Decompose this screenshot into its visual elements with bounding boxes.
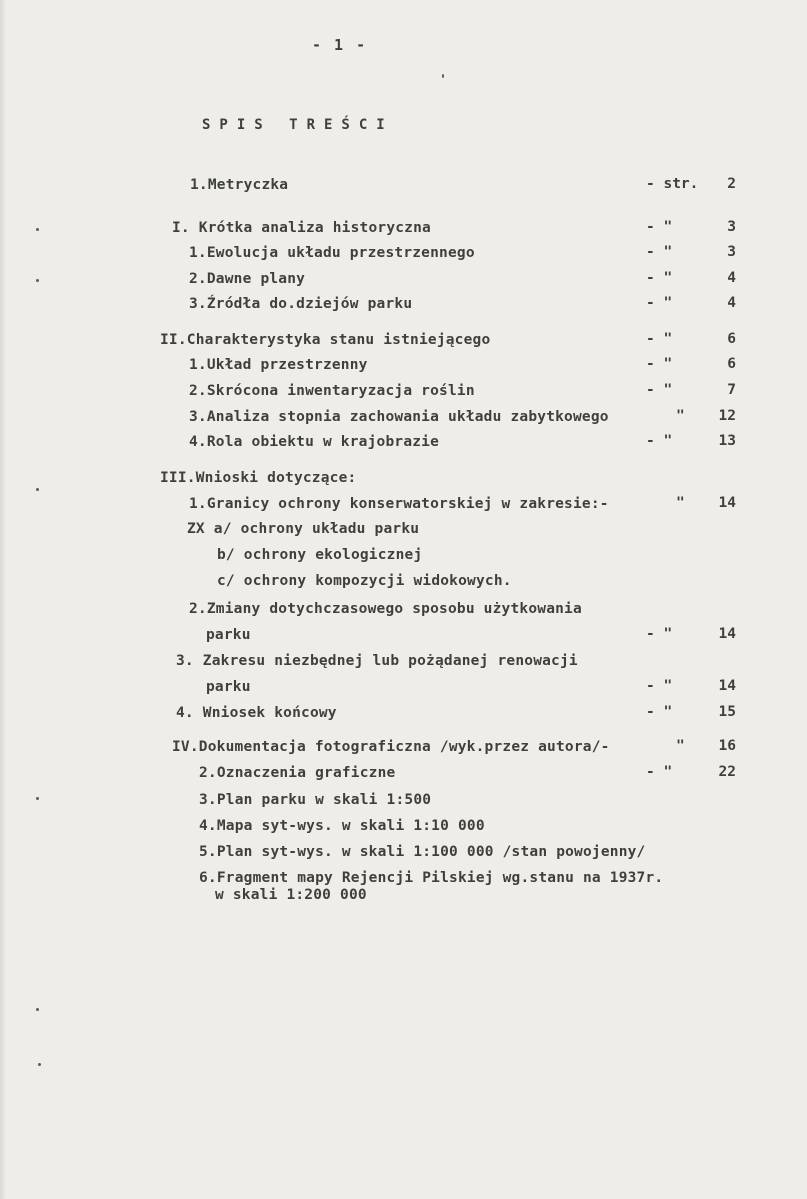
margin-speck bbox=[442, 74, 444, 78]
toc-entry-text: 5.Plan syt-wys. w skali 1:100 000 /stan powojenny/ bbox=[199, 844, 646, 860]
toc-entry-page: 4 bbox=[727, 270, 736, 286]
toc-entry-leader: - " bbox=[646, 244, 673, 260]
toc-entry-text: 3.Analiza stopnia zachowania układu zabytkowego bbox=[189, 409, 609, 425]
toc-entry-text: 2.Skrócona inwentaryzacja roślin bbox=[189, 383, 475, 399]
toc-entry-text: b/ ochrony ekologicznej bbox=[217, 547, 423, 563]
toc-entry-page: 3 bbox=[727, 244, 736, 260]
toc-entry-text: ZX a/ ochrony układu parku bbox=[187, 521, 420, 537]
toc-entry-text: 2.Dawne plany bbox=[189, 271, 306, 287]
toc-entry-leader: - " bbox=[646, 295, 673, 311]
toc-entry-text: 2.Oznaczenia graficzne bbox=[199, 765, 396, 781]
margin-speck bbox=[36, 228, 39, 231]
toc-entry-page: 4 bbox=[727, 295, 736, 311]
toc-entry-leader: - " bbox=[646, 219, 673, 235]
toc-entry-text: parku bbox=[206, 627, 251, 643]
toc-entry-page: 6 bbox=[727, 356, 736, 372]
toc-entry-page: 7 bbox=[727, 382, 736, 398]
toc-entry-page: 14 bbox=[718, 678, 736, 694]
toc-entry-text: 1.Układ przestrzenny bbox=[189, 357, 368, 373]
toc-entry-page: 6 bbox=[727, 331, 736, 347]
margin-speck bbox=[36, 797, 39, 800]
toc-entry-text: parku bbox=[206, 679, 251, 695]
toc-entry-leader: - " bbox=[646, 626, 673, 642]
toc-entry-text: 1.Ewolucja układu przestrzennego bbox=[189, 245, 475, 261]
toc-entry-leader: " bbox=[676, 408, 685, 424]
toc-entry-page: 14 bbox=[718, 626, 736, 642]
toc-entry-leader: - " bbox=[646, 764, 673, 780]
toc-entry-leader: - str. bbox=[646, 176, 699, 192]
toc-entry-page: 14 bbox=[718, 495, 736, 511]
toc-entry-page: 15 bbox=[718, 704, 736, 720]
toc-entry-leader: " bbox=[676, 495, 685, 511]
toc-entry-leader: " bbox=[676, 738, 685, 754]
toc-entry-text: 1.Granicy ochrony konserwatorskiej w zakresie:- bbox=[189, 496, 609, 512]
toc-entry-page: 22 bbox=[718, 764, 736, 780]
margin-speck bbox=[36, 1008, 39, 1011]
toc-entry-leader: - " bbox=[646, 382, 673, 398]
toc-entry-text: 2.Zmiany dotychczasowego sposobu użytkowania bbox=[189, 601, 582, 617]
toc-heading: SPIS TREŚCI bbox=[202, 117, 394, 133]
toc-entry-leader: - " bbox=[646, 356, 673, 372]
toc-entry-text: w skali 1:200 000 bbox=[215, 887, 367, 903]
toc-entry-text: II.Charakterystyka stanu istniejącego bbox=[160, 332, 491, 348]
toc-entry-text: 4. Wniosek końcowy bbox=[176, 705, 337, 721]
toc-entry-leader: - " bbox=[646, 678, 673, 694]
margin-speck bbox=[38, 1063, 41, 1066]
toc-entry-page: 16 bbox=[718, 738, 736, 754]
toc-entry-text: 3. Zakresu niezbędnej lub pożądanej renowacji bbox=[176, 653, 578, 669]
toc-entry-text: 6.Fragment mapy Rejencji Pilskiej wg.stanu na 1937r. bbox=[199, 870, 664, 886]
toc-entry-leader: - " bbox=[646, 433, 673, 449]
toc-entry-text: III.Wnioski dotyczące: bbox=[160, 470, 357, 486]
toc-entry-text: 1.Metryczka bbox=[190, 177, 289, 193]
margin-speck bbox=[36, 279, 39, 282]
toc-entry-text: 3.Plan parku w skali 1:500 bbox=[199, 792, 432, 808]
toc-entry-text: I. Krótka analiza historyczna bbox=[172, 220, 431, 236]
page-edge-shadow bbox=[0, 0, 6, 1199]
toc-entry-page: 2 bbox=[727, 176, 736, 192]
toc-entry-text: 4.Rola obiektu w krajobrazie bbox=[189, 434, 440, 450]
margin-speck bbox=[36, 488, 39, 491]
toc-entry-text: 4.Mapa syt-wys. w skali 1:10 000 bbox=[199, 818, 485, 834]
toc-entry-leader: - " bbox=[646, 704, 673, 720]
toc-entry-text: IV.Dokumentacja fotograficzna /wyk.przez autora/- bbox=[172, 739, 610, 755]
toc-entry-page: 12 bbox=[718, 408, 736, 424]
toc-entry-page: 3 bbox=[727, 219, 736, 235]
toc-entry-text: c/ ochrony kompozycji widokowych. bbox=[217, 573, 512, 589]
toc-entry-leader: - " bbox=[646, 331, 673, 347]
toc-entry-page: 13 bbox=[718, 433, 736, 449]
toc-entry-leader: - " bbox=[646, 270, 673, 286]
toc-entry-text: 3.Źródła do.dziejów parku bbox=[189, 296, 413, 312]
page-number: - 1 - bbox=[312, 36, 368, 54]
